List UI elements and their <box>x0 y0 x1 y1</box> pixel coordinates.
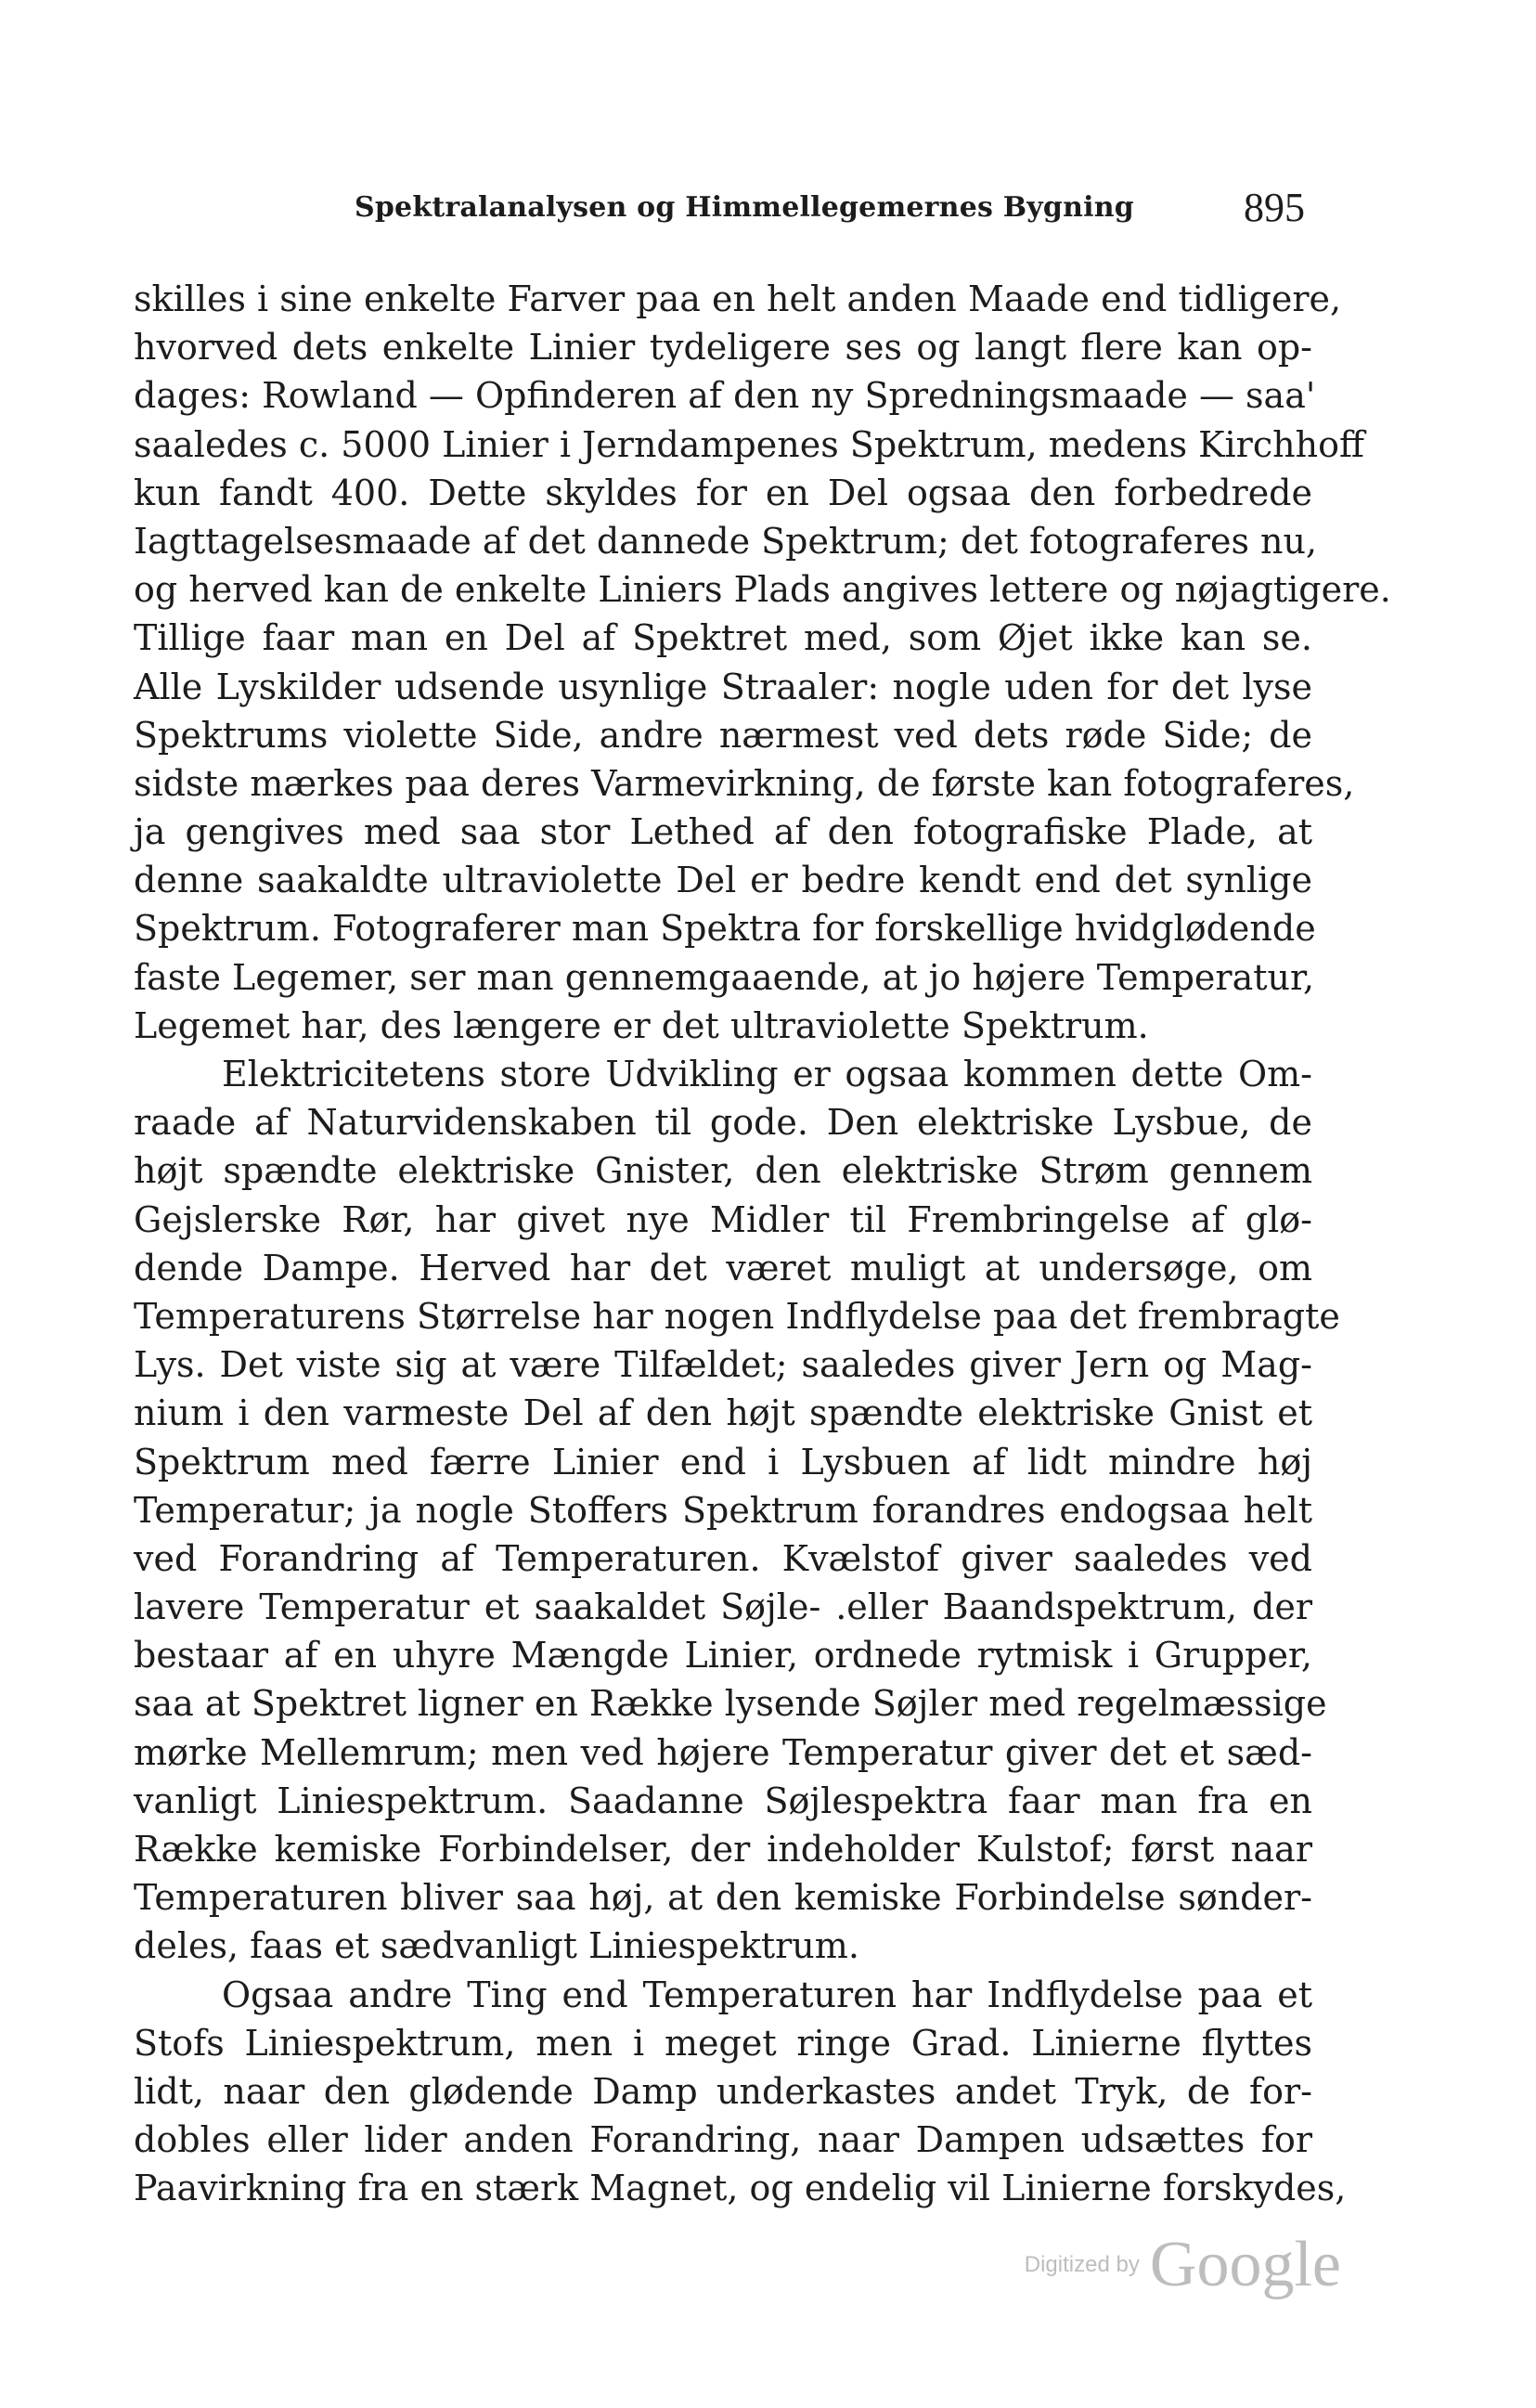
text-line: dages: Rowland — Opfinderen af den ny Spredningsmaade — saa' <box>134 375 1316 417</box>
text-line: Temperaturen bliver saa høj, at den kemiske Forbindelse sønder- <box>134 1877 1312 1919</box>
text-line: ja gengives med saa stor Lethed af den fotografiske Plade, at <box>134 811 1312 853</box>
text-line: raade af Naturvidenskaben til gode. Den elektriske Lysbue, de <box>134 1102 1312 1144</box>
text-line: lavere Temperatur et saakaldet Søjle- .eller Baandspektrum, der <box>134 1586 1312 1628</box>
running-title: Spektralanalysen og Himmellegemernes Bygning <box>355 191 1134 224</box>
text-line: saa at Spektret ligner en Række lysende Søjler med regelmæssige <box>134 1683 1327 1725</box>
text-line: Paavirkning fra en stærk Magnet, og endelig vil Linierne forskydes, <box>134 2168 1347 2209</box>
text-line: faste Legemer, ser man gennemgaaende, at jo højere Temperatur, <box>134 956 1315 998</box>
text-line: sidste mærkes paa deres Varmevirkning, de første kan fotograferes, <box>134 762 1355 804</box>
text-line: Tillige faar man en Del af Spektret med, som Øjet ikke kan se. <box>134 617 1312 659</box>
text-line: hvorved dets enkelte Linier tydeligere ses og langt flere kan op- <box>134 327 1312 369</box>
text-line: vanligt Liniespektrum. Saadanne Søjlespektra faar man fra en <box>134 1780 1312 1821</box>
paragraph-start-line: Ogsaa andre Ting end Temperaturen har Indflydelse paa et <box>222 1974 1312 2015</box>
text-line: og herved kan de enkelte Liniers Plads angives lettere og nøjagtigere. <box>134 569 1391 611</box>
text-line: mørke Mellemrum; men ved højere Temperatur giver det et sæd- <box>134 1731 1312 1773</box>
text-line: dobles eller lider anden Forandring, naar Dampen udsættes for <box>134 2119 1312 2161</box>
page-number: 895 <box>1244 185 1305 230</box>
text-line: Stofs Liniespektrum, men i meget ringe Grad. Linierne flyttes <box>134 2022 1312 2064</box>
text-line: saaledes c. 5000 Linier i Jerndampenes Spektrum, medens Kirchhoff <box>134 423 1364 465</box>
paragraph-end-line: deles, faas et sædvanligt Liniespektrum. <box>134 1925 859 1967</box>
text-line: skilles i sine enkelte Farver paa en helt anden Maade end tidligere, <box>134 278 1342 319</box>
text-line: Alle Lyskilder udsende usynlige Straaler: nogle uden for det lyse <box>134 666 1312 707</box>
text-line: højt spændte elektriske Gnister, den elektriske Strøm gennem <box>134 1150 1312 1192</box>
text-line: Gejslerske Rør, har givet nye Midler til Frembringelse af glø- <box>134 1198 1312 1240</box>
text-line: Temperatur; ja nogle Stoffers Spektrum forandres endogsaa helt <box>134 1489 1312 1531</box>
text-line: kun fandt 400. Dette skyldes for en Del ogsaa den forbedrede <box>134 472 1312 513</box>
text-line: nium i den varmeste Del af den højt spændte elektriske Gnist et <box>134 1392 1312 1434</box>
text-line: dende Dampe. Herved har det været muligt at undersøge, om <box>134 1247 1312 1288</box>
text-line: lidt, naar den glødende Damp underkastes andet Tryk, de for- <box>134 2070 1312 2112</box>
text-line: bestaar af en uhyre Mængde Linier, ordnede rytmisk i Grupper, <box>134 1635 1312 1677</box>
body-text <box>134 275 1391 2213</box>
running-head <box>355 182 1316 238</box>
text-line: ved Forandring af Temperaturen. Kvælstof giver saaledes ved <box>134 1537 1312 1579</box>
text-line: Temperaturens Størrelse har nogen Indflydelse paa det frembragte <box>134 1295 1340 1337</box>
paragraph-start-line: Elektricitetens store Udvikling er ogsaa kommen dette Om- <box>222 1054 1312 1094</box>
text-line: Spektrum. Fotograferer man Spektra for forskellige hvidglødende <box>134 908 1316 950</box>
text-line: Iagttagelsesmaade af det dannede Spektrum; det fotograferes nu, <box>134 520 1318 562</box>
google-logo: Google <box>1149 2229 1341 2300</box>
paragraph-end-line: Legemet har, des længere er det ultraviolette Spektrum. <box>134 1004 1149 1046</box>
text-line: Spektrum med færre Linier end i Lysbuen af lidt mindre høj <box>134 1441 1312 1482</box>
text-line: Lys. Det viste sig at være Tilfældet; saaledes giver Jern og Mag- <box>134 1344 1312 1386</box>
text-line: Række kemiske Forbindelser, der indeholder Kulstof; først naar <box>134 1829 1312 1870</box>
digitized-by-text: Digitized by <box>1024 2252 1140 2277</box>
digitized-by-google-watermark <box>1025 2228 1341 2302</box>
text-line: Spektrums violette Side, andre nærmest ved dets røde Side; de <box>134 714 1312 756</box>
text-line: denne saakaldte ultraviolette Del er bedre kendt end det synlige <box>134 860 1312 901</box>
